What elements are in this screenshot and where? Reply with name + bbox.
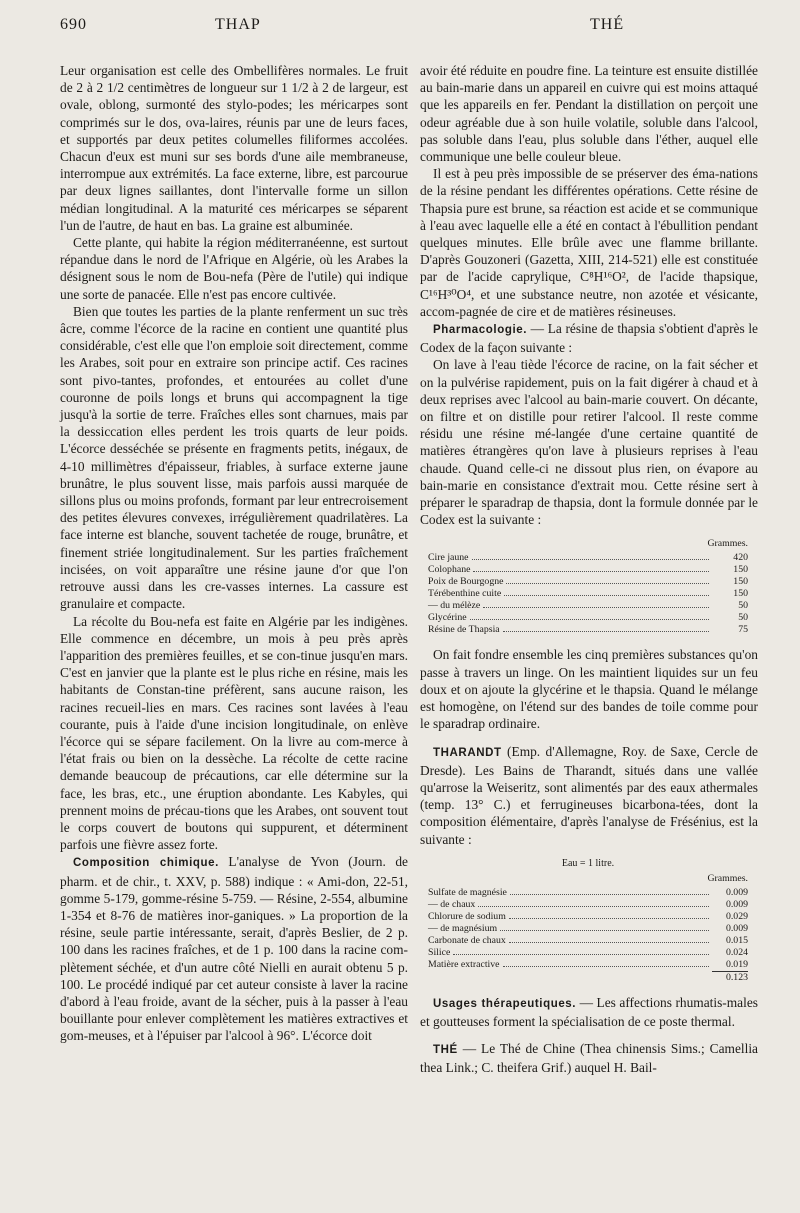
section-lead-pharmacology: Pharmacologie. [433, 324, 528, 337]
table-row: Résine de Thapsia 75 [428, 624, 748, 636]
paragraph-harvest: La récolte du Bou-nefa est faite en Algérie par les indigènes. Elle commence en décembre, un mois à peu près après l'apparition des premières feuilles, et se con-tinue jusqu'en mars. C'est en janvier que la plante est le plus riche en résine, mais les habitants de Constan-tine préfèrent, sans aucune raison, les racines recueil-lies en mars. Ces racines sont lavées à l'eau courante, puis à l'aide d'une incision longitudinale, on enlève l'écorce qui se sépare facilement. On la livre au com-merce à l'état frais ou bien on la dessèche. La récolte de cette racine demande beaucoup de précautions, car elle détermine sur la face, les bras, etc., une éruption abondante. Les Kabyles, qui prennent moins de précau-tions que les Arabes, ont souvent tout le corps couvert de boutons qui suppurent, et déterminent parfois une fièvre assez forte. [60, 613, 408, 853]
table-row: Matière extractive 0.019 [428, 958, 748, 970]
section-lead-composition: Composition chimique. [73, 857, 219, 870]
paragraph-fruit-description: Leur organisation est celle des Ombellifères normales. Le fruit de 2 à 2 1/2 centimètres de longueur sur 1 1/2 à 2 de largeur, est ovale, oblong, surmonté des stylo-podes; les méricarpes sont comprimés sur le dos, ova-laires, réunis par une de leurs faces, et supportés par deux petites columelles filiformes accolées. Chacun d'eux est muni sur ses bords d'une aile membraneuse, interrompue aux extrémités. La face externe, libre, est parcourue par deux lignes saillantes, dont l'intervalle forme un sillon médian longitudinal. A la maturité ces méricarpes se séparent l'un de l'autre, de haut en bas. La graine est albuminée. [60, 63, 408, 233]
paragraph-distillation: avoir été réduite en poudre fine. La teinture est ensuite distillée au bain-marie dans un appareil en cuivre qui est moins attaqué que les appareils en fer. Pendant la distillation on perçoit une odeur agréable due à son huile volatile, soluble dans l'alcool, pas soluble dans l'eau, plus soluble dans l'éther, auquel elle communique une belle couleur bleue. [420, 63, 758, 165]
running-head-right: THÉ [590, 16, 625, 33]
left-column [60, 62, 408, 1045]
paragraph-text: — Le Thé de Chine (Thea chinensis Sims.; Camellia thea Link.; C. theifera Grif.) auquel H. Bail- [420, 1041, 758, 1076]
table-caption: Eau = 1 litre. [561, 857, 615, 869]
entry-the [420, 1040, 758, 1076]
paragraph-preparation: On lave à l'eau tiède l'écorce de racine, on la fait sécher et on la pulvérise rapidement, puis on la fait digérer à chaud et à deux reprises avec l'alcool au bain-marie couvert. On décante, on filtre et on distille pour retirer l'alcool. Il reste comme résidu une résine mé-langée d'une certaine quantité de matières étrangères qu'on lave à plusieurs reprises à l'eau chaude. Quand celle-ci ne dissout plus rien, on évapore au bain-marie en consistance d'extrait mou. Cette résine sert à préparer le sparadrap de thapsia, dont la formule donnée par le Codex est la suivante : [420, 357, 758, 528]
paragraph-text: — Les affections rhumatis-males et goutteuses forment la spécialisation de ce poste thermal. [420, 994, 759, 1029]
paragraph-pharmacology [420, 320, 758, 356]
table-unit: Grammes. [707, 538, 748, 550]
paragraph-text: — La résine de thapsia s'obtient d'après le Codex de la façon suivante : [420, 321, 758, 356]
table-row: Glycérine 50 [428, 612, 748, 624]
table-row: Térébenthine cuite 150 [428, 588, 748, 600]
entry-headword-the: THÉ [433, 1044, 458, 1057]
entry-tharandt [420, 743, 758, 848]
table-row: — de magnésium 0.009 [428, 922, 748, 934]
sparadrap-formula-table [428, 538, 748, 636]
paragraph-text: L'analyse de Yvon (Journ. de pharm. et de chir., t. XXV, p. 588) indique : « Ami-don, 22-51, gomme 5-179, gomme-résine 5-759. — Résine, 2-554, albumine 1-354 et 8-76 de matières inor-ganiques. » La proportion de la résine, seule partie intéressante, serait, d'après Beslier, de 2 p. 100 dans les racines fraîches, et de 1 p. 100 dans la racine com-plètement séchée, et d'un autre côté Nielli en aurait obtenu 5 p. 100. Le procédé indiqué par cet auteur consiste à laver la racine d'abord à l'eau froide, avant de la sécher, puis à la passer à l'eau bouillante pour enlever complètement les matières extractives et gom-meuses, et à l'épuiser par l'alcool à 96°. L'écorce doit [60, 854, 408, 1044]
paragraph-text: (Emp. d'Allemagne, Roy. de Saxe, Cercle de Dresde). Les Bains de Tharandt, situés dans une vallée qu'arrose la Weiseritz, sont alimentés par des eaux athermales (temp. 13° C.) et ferrugineuses bicarbona-tées, dont la composition élémentaire, d'après l'analyse de Frésénius, est la suivante : [420, 743, 758, 847]
paragraph-chemical-composition [60, 853, 408, 1044]
paragraph-resin-properties: Il est à peu près impossible de se préserver des éma-nations de la résine pendant les différentes opérations. Cette résine de Thapsia pure est brune, sa réaction est acide et se communique à l'eau avec laquelle elle a été en contact à l'ébullition pendant quelques minutes. Elle brûle avec une flamme brillante. D'après Gouzoneri (Gazetta, XIII, 214-521) elle est constituée par de l'acide caprylique, C⁸H¹⁶O², de l'acide thapsique, C¹⁶H³⁰O⁴, et une substance neutre, non azotée et vésicante, accom-pagnée de cire et de matières résineuses. [420, 166, 758, 319]
table-row: Carbonate de chaux 0.015 [428, 934, 748, 946]
right-column [420, 62, 758, 1077]
table-row: — du mélèze 50 [428, 600, 748, 612]
paragraph-habitat: Cette plante, qui habite la région méditerranéenne, est surtout répandue dans le nord de l'Afrique en Algérie, où les Arabes la désignent sous le nom de Bou-nefa (Père de l'utile) qui indique une sorte de panacée. Elle n'est pas encore cultivée. [60, 235, 408, 302]
water-analysis-table [428, 858, 748, 984]
paragraph-sparadrap-method: On fait fondre ensemble les cinq premières substances qu'on passe à travers un linge. On les maintient liquides sur un feu doux et on ajoute la glycérine et le thapsia. Quand le mélange est homogène, on l'étend sur des bandes de toile comme pour le sparadrap ordinaire. [420, 647, 758, 732]
table-row: Colophane 150 [428, 564, 748, 576]
table-row: Cire jaune 420 [428, 552, 748, 564]
paragraph-therapeutic-uses [420, 994, 758, 1030]
table-total: 0.123 [428, 971, 748, 984]
table-row: — de chaux 0.009 [428, 898, 748, 910]
entry-headword-tharandt: THARANDT [433, 746, 502, 759]
table-row: Silice 0.024 [428, 946, 748, 958]
table-row: Sulfate de magnésie 0.009 [428, 886, 748, 898]
page-number: 690 [60, 16, 87, 33]
table-row: Chlorure de sodium 0.029 [428, 910, 748, 922]
table-unit: Grammes. [707, 872, 748, 884]
section-lead-uses: Usages thérapeutiques. [433, 997, 577, 1010]
running-head-left: THAP [215, 16, 261, 33]
table-row: Poix de Bourgogne 150 [428, 576, 748, 588]
paragraph-root-bark: Bien que toutes les parties de la plante renferment un suc très âcre, comme l'écorce de la racine en contient une quantité plus considérable, c'est elle que l'on emploie soit directement, comme les Arabes, soit pour en extraire son principe actif. Ces racines sont pivo-tantes, profondes, et entourées au collet d'une couronne de poils longs et bruns qui accompagnent la tige jusqu'à la sortie de terre. Fraîches elles sont charnues, mais par la dessiccation elles perdent les trois quarts de leur poids. L'écorce desséchée se présente en fragments petits, inégaux, de 4-10 millimètres d'épaisseur, friables, à surface externe jaune brunâtre, le plus souvent lisse, mais parfois aussi marquée de sillons plus ou moins profonds, formant par leur entrecroisement des petites élevures convexes, irrégulièrement quadrilatères. La face interne est blanche, souvent tachetée de rouge, brunâtre, et finement striée longitudinalement. Sur les parties fraîchement incisées, on voit apparaître une résine jaune d'or que l'on retrouve aussi dans les cre-vasses internes. La cassure est granulaire et compacte. [60, 303, 408, 612]
